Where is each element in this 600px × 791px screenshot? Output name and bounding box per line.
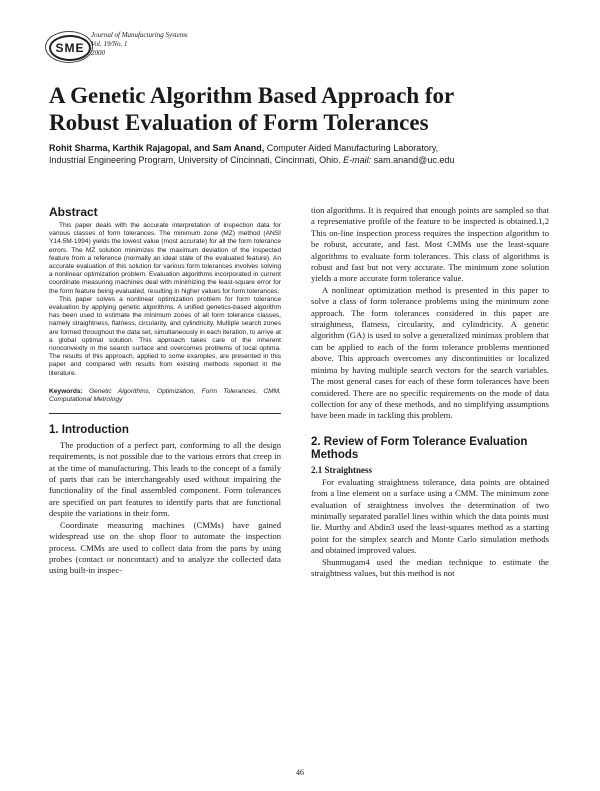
right-paragraph-2: A nonlinear optimization method is presented in this paper to solve a class of form tolerance problems using the minimum zone approach. The form tolerances considered in this paper are straightness, flatness, circularity, and cylindricity. A genetic algorithm (GA) is used to solve a generalized minimax problem that can be applied to each of the form tolerance problems mentioned above. This approach overcomes any discontinuities or localized minima by having multiple search vectors for the search variables. The most general cases for each of these form tolerances have been considered. There are no specific requirements on the mode of data collection for any of these methods, and no simplifying assumptions have been made in tackling this problem. [311,284,549,421]
keywords-text: Genetic Algorithms, Optimization, Form Tolerances, CMM, Computational Metrology [49,387,281,404]
abstract-section [49,205,281,378]
author-affil-2: Industrial Engineering Program, University of Cincinnati, Cincinnati, Ohio. [49,155,341,165]
section-divider [49,413,281,414]
introduction-heading: 1. Introduction [49,423,129,436]
author-email: sam.anand@uc.edu [371,155,455,165]
email-label: E-mail: [340,155,372,165]
journal-info [91,31,188,58]
straightness-heading: 2.1 Straightness [311,464,373,475]
abstract-paragraph-2: This paper solves a nonlinear optimization problem for form tolerance evaluation by applying genetic algorithms. A unified genetics-based algorithm has been used to estimate the minimum zones of all form tolerance classes, namely straightness, flatness, circularity, and cylindricity. Multiple search zones are formed throughout the data set, simultaneously in each iteration, to arrive at a global optimal solution. This approach takes care of the inherent nonconvexity in the search surface and overcomes problems of local optima. The results of this approach, applied to some examples, are presented in this paper and compared with results from existing methods reported in the literature. [49,295,282,377]
abstract-paragraph-1: This paper deals with the accurate interpretation of inspection data for various classes of form tolerances. The minimum zone (MZ) method (ANSI Y14.5M-1994) yields the lowest value (most accurate) for all the form tolerance errors. The MZ solution minimizes the maximum deviation of the inspected feature from a reference (normally an ideal state of the evaluated feature). An accurate evaluation of this solution for various form tolerances involves solving a nonlinear optimization problem. Evaluation algorithms incorporated in current coordinate measuring machines deal with minimizing the least-square error for the form feature being evaluated, resulting in higher values for form tolerances. [49,222,281,295]
author-block [49,142,569,166]
right-paragraph-1: tion algorithms. It is required that enough points are sampled so that a representative profile of the feature to be inspected is obtained.1,2 This on-line inspection process requires the inspection algorithm to be robust, accurate, and fast. Most CMMs use the least-square algorithms to evaluate form tolerances. This class of algorithms is robust and fast but not very accurate. The minimum zone solution yields a more accurate form tolerance value. [311,205,549,284]
page-number: 46 [296,768,304,777]
paper-title [49,82,569,136]
author-names: Rohit Sharma, Karthik Rajagopal, and Sam Anand, [49,143,265,153]
straightness-paragraph-1: For evaluating straightness tolerance, data points are obtained from a line element on a surface using a CMM. The minimum zone evaluation of straightness involves the determination of two minimally separated parallel lines within which the data points must lie. Murthy and Abdin3 used the least-squares method as a starting point for the simplex search and Monte Carlo simulation methods and obtained improved values. [311,476,549,556]
straightness-paragraph-2: Shunmugam4 used the median technique to estimate the straightness values, but this method is not [311,556,549,578]
intro-paragraph-1: The production of a perfect part, conforming to all the design requirements, is not possible due to the various errors that creep in at the time of manufacturing. This leads to the concept of a family of parts that can be interchangeably used without impairing the functionality of the final assembled component. Form tolerances are specified on part features to identify parts that are functional despite the variations in their form. [49,439,281,519]
abstract-heading: Abstract [49,205,98,219]
keywords [49,388,281,405]
journal-logo: SME [49,35,91,61]
author-line-1 [49,142,569,154]
right-column [311,205,549,579]
journal-year: 2000 [91,49,105,57]
left-column [49,205,281,577]
author-affil-1: Computer Aided Manufacturing Laboratory, [264,143,439,153]
title-line-1: A Genetic Algorithm Based Approach for [49,83,455,108]
title-line-2: Robust Evaluation of Form Tolerances [49,110,429,135]
author-line-2 [49,154,569,166]
journal-volume: Vol. 19/No. 1 [91,40,128,48]
intro-paragraph-2: Coordinate measuring machines (CMMs) have gained widespread use on the shop floor to automate the inspection process. CMMs are used to collect data from the parts by using probes (contact or noncontact) and to analyze the collected data using built-in inspec- [49,519,281,576]
introduction-section [49,424,281,577]
journal-name: Journal of Manufacturing Systems [91,31,188,39]
keywords-label: Keywords: [49,387,83,395]
review-heading: 2. Review of Form Tolerance Evaluation Methods [311,435,528,461]
